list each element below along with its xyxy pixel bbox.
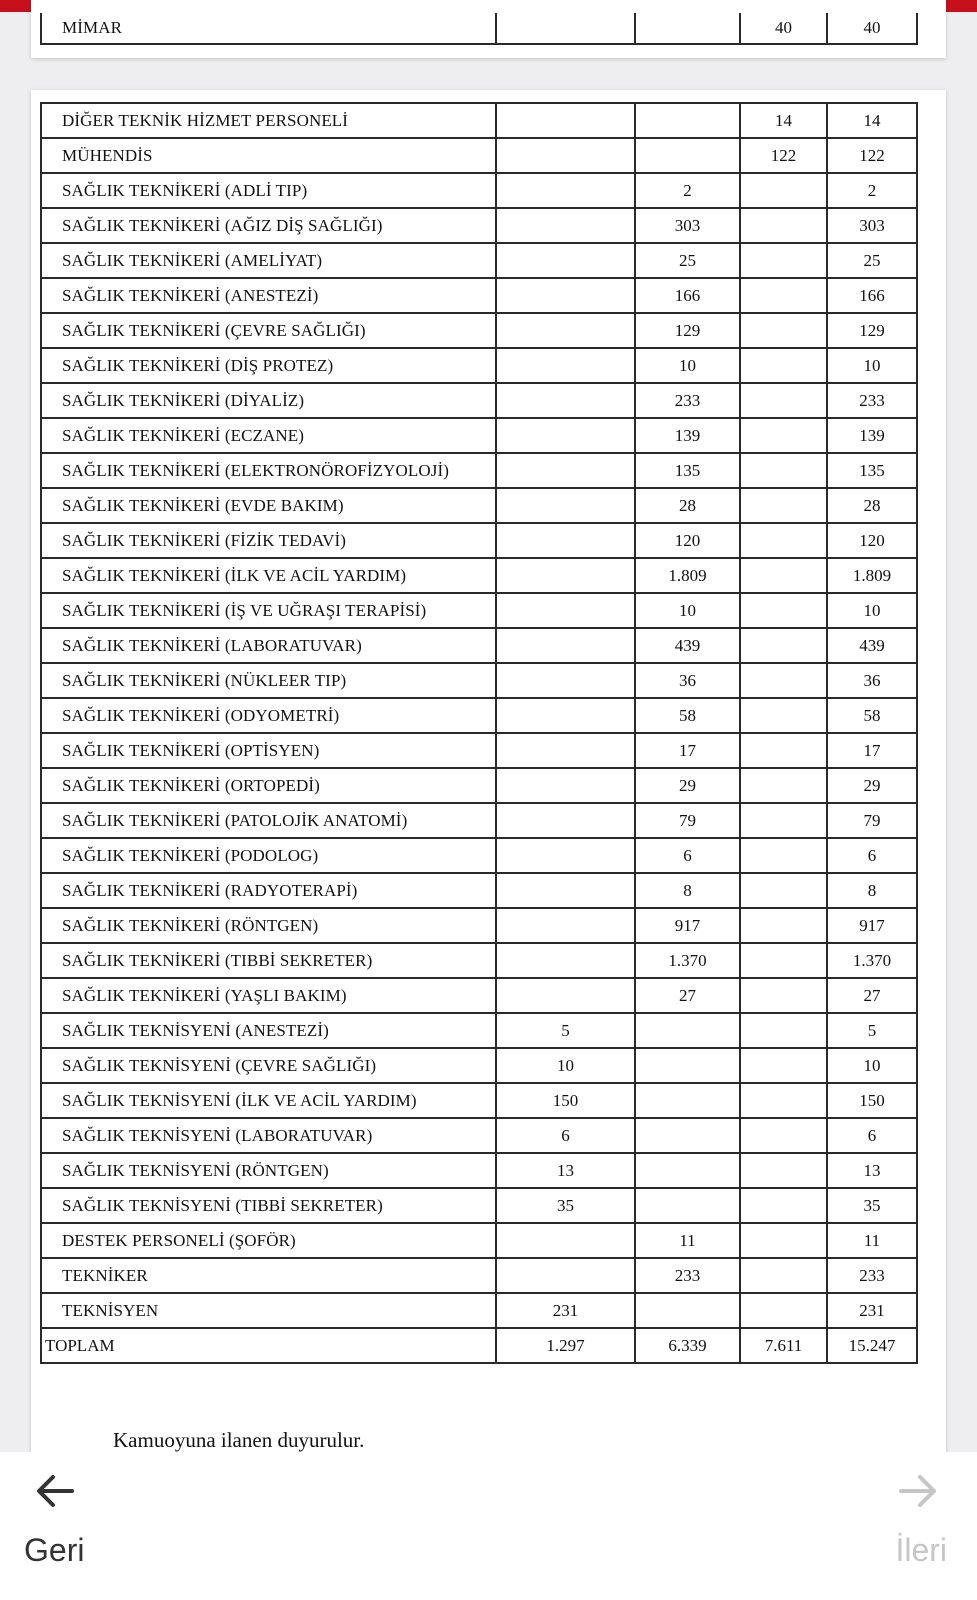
position-name: SAĞLIK TEKNİSYENİ (İLK VE ACİL YARDIM): [41, 1083, 496, 1118]
count-col2: [635, 1013, 740, 1048]
position-name: SAĞLIK TEKNİKERİ (RÖNTGEN): [41, 908, 496, 943]
count-col2: 917: [635, 908, 740, 943]
forward-button[interactable]: [827, 1470, 947, 1580]
count-col3: [740, 243, 827, 278]
row-total: 1.809: [827, 558, 917, 593]
table-row: [41, 698, 917, 733]
position-name: SAĞLIK TEKNİKERİ (ORTOPEDİ): [41, 768, 496, 803]
table-row: [41, 1188, 917, 1223]
count-col3: [740, 908, 827, 943]
position-name: DİĞER TEKNİK HİZMET PERSONELİ: [41, 103, 496, 138]
count-col3: [740, 1083, 827, 1118]
count-col2: 439: [635, 628, 740, 663]
count-col3: [740, 1293, 827, 1328]
row-total: 166: [827, 278, 917, 313]
back-button[interactable]: [18, 1470, 138, 1580]
table-row: [41, 278, 917, 313]
count-col3: [740, 173, 827, 208]
row-total: 120: [827, 523, 917, 558]
total-col1: 1.297: [496, 1328, 635, 1363]
count-col2: [635, 138, 740, 173]
count-col2: 120: [635, 523, 740, 558]
count-col3: [740, 1188, 827, 1223]
row-total: 129: [827, 313, 917, 348]
table-row: [41, 558, 917, 593]
position-name: SAĞLIK TEKNİKERİ (NÜKLEER TIP): [41, 663, 496, 698]
position-name: TEKNİSYEN: [41, 1293, 496, 1328]
count-col2: [635, 1188, 740, 1223]
row-total: 6: [827, 1118, 917, 1153]
count-col3: 14: [740, 103, 827, 138]
count-col2: 129: [635, 313, 740, 348]
count-col3: [740, 278, 827, 313]
total-label: TOPLAM: [41, 1328, 496, 1363]
back-label: Geri: [24, 1532, 85, 1568]
count-col1: 5: [496, 1013, 635, 1048]
count-col2: 36: [635, 663, 740, 698]
row-total: 40: [827, 13, 917, 44]
grand-total: 15.247: [827, 1328, 917, 1363]
table-row: [41, 1223, 917, 1258]
position-name: SAĞLIK TEKNİKERİ (YAŞLI BAKIM): [41, 978, 496, 1013]
count-col2: 10: [635, 593, 740, 628]
row-total: 14: [827, 103, 917, 138]
table-row: [41, 593, 917, 628]
count-col1: [496, 488, 635, 523]
count-col1: [496, 733, 635, 768]
count-col2: [635, 1083, 740, 1118]
table-row: [41, 418, 917, 453]
row-total: 58: [827, 698, 917, 733]
count-col1: [496, 453, 635, 488]
count-col2: [635, 1118, 740, 1153]
count-col3: [740, 628, 827, 663]
count-col1: [496, 663, 635, 698]
count-col2: 27: [635, 978, 740, 1013]
count-col3: [740, 1013, 827, 1048]
count-col1: [496, 243, 635, 278]
row-total: 17: [827, 733, 917, 768]
announcement-text: Kamuoyuna ilanen duyurulur.: [113, 1428, 365, 1452]
row-total: 122: [827, 138, 917, 173]
row-total: 11: [827, 1223, 917, 1258]
row-total: 1.370: [827, 943, 917, 978]
count-col1: [496, 278, 635, 313]
count-col1: 150: [496, 1083, 635, 1118]
count-col3: [740, 978, 827, 1013]
count-col3: [740, 1153, 827, 1188]
count-col3: [740, 1223, 827, 1258]
row-total: 231: [827, 1293, 917, 1328]
count-col1: 35: [496, 1188, 635, 1223]
table-row: [41, 313, 917, 348]
position-name: SAĞLIK TEKNİKERİ (PODOLOG): [41, 838, 496, 873]
position-name: SAĞLIK TEKNİKERİ (ANESTEZİ): [41, 278, 496, 313]
count-col1: [496, 838, 635, 873]
count-col1: [496, 208, 635, 243]
total-row: [41, 1328, 917, 1363]
count-col3: [740, 1258, 827, 1293]
table-row: [41, 733, 917, 768]
count-col2: 17: [635, 733, 740, 768]
position-name: SAĞLIK TEKNİKERİ (ODYOMETRİ): [41, 698, 496, 733]
table-row: [41, 523, 917, 558]
position-name: SAĞLIK TEKNİKERİ (ADLİ TIP): [41, 173, 496, 208]
table-row: [41, 1153, 917, 1188]
position-name: SAĞLIK TEKNİSYENİ (ANESTEZİ): [41, 1013, 496, 1048]
row-total: 917: [827, 908, 917, 943]
count-col1: [496, 558, 635, 593]
count-col1: [496, 908, 635, 943]
count-col3: [740, 1048, 827, 1083]
count-col3: [740, 453, 827, 488]
table-row: [41, 243, 917, 278]
count-col1: [496, 978, 635, 1013]
position-name: MÜHENDİS: [41, 138, 496, 173]
count-col2: 303: [635, 208, 740, 243]
position-name: SAĞLIK TEKNİSYENİ (LABORATUVAR): [41, 1118, 496, 1153]
count-col3: [740, 593, 827, 628]
count-col1: [496, 13, 635, 44]
row-total: 10: [827, 593, 917, 628]
count-col1: 13: [496, 1153, 635, 1188]
count-col1: [496, 138, 635, 173]
arrow-right-icon: [899, 1474, 937, 1508]
position-name: SAĞLIK TEKNİKERİ (İŞ VE UĞRAŞI TERAPİSİ): [41, 593, 496, 628]
count-col3: [740, 733, 827, 768]
table-row: [41, 138, 917, 173]
count-col1: [496, 173, 635, 208]
count-col2: 8: [635, 873, 740, 908]
table-row: [41, 663, 917, 698]
count-col1: [496, 698, 635, 733]
row-total: 8: [827, 873, 917, 908]
count-col1: [496, 593, 635, 628]
row-total: 439: [827, 628, 917, 663]
count-col3: [740, 803, 827, 838]
count-col3: [740, 348, 827, 383]
positions-table-top: [40, 13, 918, 45]
total-col3: 7.611: [740, 1328, 827, 1363]
count-col1: [496, 523, 635, 558]
count-col3: 40: [740, 13, 827, 44]
position-name: SAĞLIK TEKNİKERİ (OPTİSYEN): [41, 733, 496, 768]
position-name: MİMAR: [41, 13, 496, 44]
position-name: SAĞLIK TEKNİKERİ (RADYOTERAPİ): [41, 873, 496, 908]
count-col2: [635, 1293, 740, 1328]
count-col2: 28: [635, 488, 740, 523]
count-col3: [740, 383, 827, 418]
count-col2: 166: [635, 278, 740, 313]
count-col1: [496, 803, 635, 838]
count-col1: [496, 103, 635, 138]
position-name: SAĞLIK TEKNİKERİ (AĞIZ DİŞ SAĞLIĞI): [41, 208, 496, 243]
count-col1: [496, 768, 635, 803]
position-name: TEKNİKER: [41, 1258, 496, 1293]
position-name: SAĞLIK TEKNİKERİ (İLK VE ACİL YARDIM): [41, 558, 496, 593]
count-col1: [496, 873, 635, 908]
count-col3: [740, 208, 827, 243]
position-name: SAĞLIK TEKNİKERİ (ECZANE): [41, 418, 496, 453]
count-col1: 6: [496, 1118, 635, 1153]
count-col1: 231: [496, 1293, 635, 1328]
row-total: 10: [827, 348, 917, 383]
row-total: 233: [827, 383, 917, 418]
count-col3: [740, 768, 827, 803]
count-col2: [635, 103, 740, 138]
row-total: 27: [827, 978, 917, 1013]
row-total: 10: [827, 1048, 917, 1083]
count-col3: 122: [740, 138, 827, 173]
count-col3: [740, 488, 827, 523]
table-row: [41, 628, 917, 663]
count-col2: 58: [635, 698, 740, 733]
count-col3: [740, 698, 827, 733]
count-col1: [496, 418, 635, 453]
row-total: 2: [827, 173, 917, 208]
row-total: 6: [827, 838, 917, 873]
row-total: 35: [827, 1188, 917, 1223]
count-col2: 135: [635, 453, 740, 488]
table-row: [41, 488, 917, 523]
count-col2: 139: [635, 418, 740, 453]
row-total: 25: [827, 243, 917, 278]
table-row: [41, 1118, 917, 1153]
position-name: SAĞLIK TEKNİKERİ (PATOLOJİK ANATOMİ): [41, 803, 496, 838]
count-col3: [740, 313, 827, 348]
table-row: [41, 873, 917, 908]
position-name: SAĞLIK TEKNİKERİ (DİŞ PROTEZ): [41, 348, 496, 383]
forward-label: İleri: [895, 1532, 947, 1568]
count-col2: 79: [635, 803, 740, 838]
count-col1: [496, 1258, 635, 1293]
position-name: SAĞLIK TEKNİKERİ (ÇEVRE SAĞLIĞI): [41, 313, 496, 348]
count-col3: [740, 873, 827, 908]
position-name: SAĞLIK TEKNİKERİ (FİZİK TEDAVİ): [41, 523, 496, 558]
position-name: SAĞLIK TEKNİKERİ (DİYALİZ): [41, 383, 496, 418]
count-col1: 10: [496, 1048, 635, 1083]
position-name: SAĞLIK TEKNİKERİ (EVDE BAKIM): [41, 488, 496, 523]
count-col2: 25: [635, 243, 740, 278]
position-name: SAĞLIK TEKNİSYENİ (TIBBİ SEKRETER): [41, 1188, 496, 1223]
count-col2: [635, 1048, 740, 1083]
count-col1: [496, 313, 635, 348]
position-name: DESTEK PERSONELİ (ŞOFÖR): [41, 1223, 496, 1258]
position-name: SAĞLIK TEKNİKERİ (LABORATUVAR): [41, 628, 496, 663]
count-col3: [740, 558, 827, 593]
position-name: SAĞLIK TEKNİKERİ (TIBBİ SEKRETER): [41, 943, 496, 978]
row-total: 79: [827, 803, 917, 838]
count-col1: [496, 348, 635, 383]
row-total: 5: [827, 1013, 917, 1048]
table-row: [41, 103, 917, 138]
table-row: [41, 348, 917, 383]
count-col3: [740, 418, 827, 453]
count-col2: 10: [635, 348, 740, 383]
row-total: 36: [827, 663, 917, 698]
position-name: SAĞLIK TEKNİKERİ (AMELİYAT): [41, 243, 496, 278]
count-col2: 233: [635, 1258, 740, 1293]
table-row: [41, 1083, 917, 1118]
table-row: [41, 383, 917, 418]
table-row: [41, 1293, 917, 1328]
count-col3: [740, 663, 827, 698]
table-row: [41, 978, 917, 1013]
table-row: [41, 1258, 917, 1293]
table-row: [41, 13, 917, 44]
count-col2: [635, 13, 740, 44]
count-col2: 233: [635, 383, 740, 418]
count-col1: [496, 383, 635, 418]
row-total: 28: [827, 488, 917, 523]
table-row: [41, 908, 917, 943]
row-total: 29: [827, 768, 917, 803]
row-total: 150: [827, 1083, 917, 1118]
count-col2: [635, 1153, 740, 1188]
table-row: [41, 768, 917, 803]
table-row: [41, 1048, 917, 1083]
row-total: 139: [827, 418, 917, 453]
table-row: [41, 838, 917, 873]
table-row: [41, 803, 917, 838]
table-row: [41, 943, 917, 978]
position-name: SAĞLIK TEKNİKERİ (ELEKTRONÖROFİZYOLOJİ): [41, 453, 496, 488]
count-col3: [740, 523, 827, 558]
row-total: 233: [827, 1258, 917, 1293]
row-total: 303: [827, 208, 917, 243]
count-col2: 1.809: [635, 558, 740, 593]
total-col2: 6.339: [635, 1328, 740, 1363]
count-col3: [740, 1118, 827, 1153]
count-col2: 11: [635, 1223, 740, 1258]
count-col1: [496, 1223, 635, 1258]
arrow-left-icon: [36, 1474, 74, 1508]
count-col3: [740, 943, 827, 978]
count-col1: [496, 628, 635, 663]
bottom-navigation-bar: [0, 1452, 977, 1600]
count-col2: 2: [635, 173, 740, 208]
count-col2: 29: [635, 768, 740, 803]
count-col2: 1.370: [635, 943, 740, 978]
table-row: [41, 453, 917, 488]
count-col3: [740, 838, 827, 873]
count-col2: 6: [635, 838, 740, 873]
row-total: 13: [827, 1153, 917, 1188]
row-total: 135: [827, 453, 917, 488]
position-name: SAĞLIK TEKNİSYENİ (RÖNTGEN): [41, 1153, 496, 1188]
count-col1: [496, 943, 635, 978]
table-row: [41, 173, 917, 208]
positions-table: [40, 102, 918, 1364]
table-row: [41, 1013, 917, 1048]
position-name: SAĞLIK TEKNİSYENİ (ÇEVRE SAĞLIĞI): [41, 1048, 496, 1083]
table-row: [41, 208, 917, 243]
